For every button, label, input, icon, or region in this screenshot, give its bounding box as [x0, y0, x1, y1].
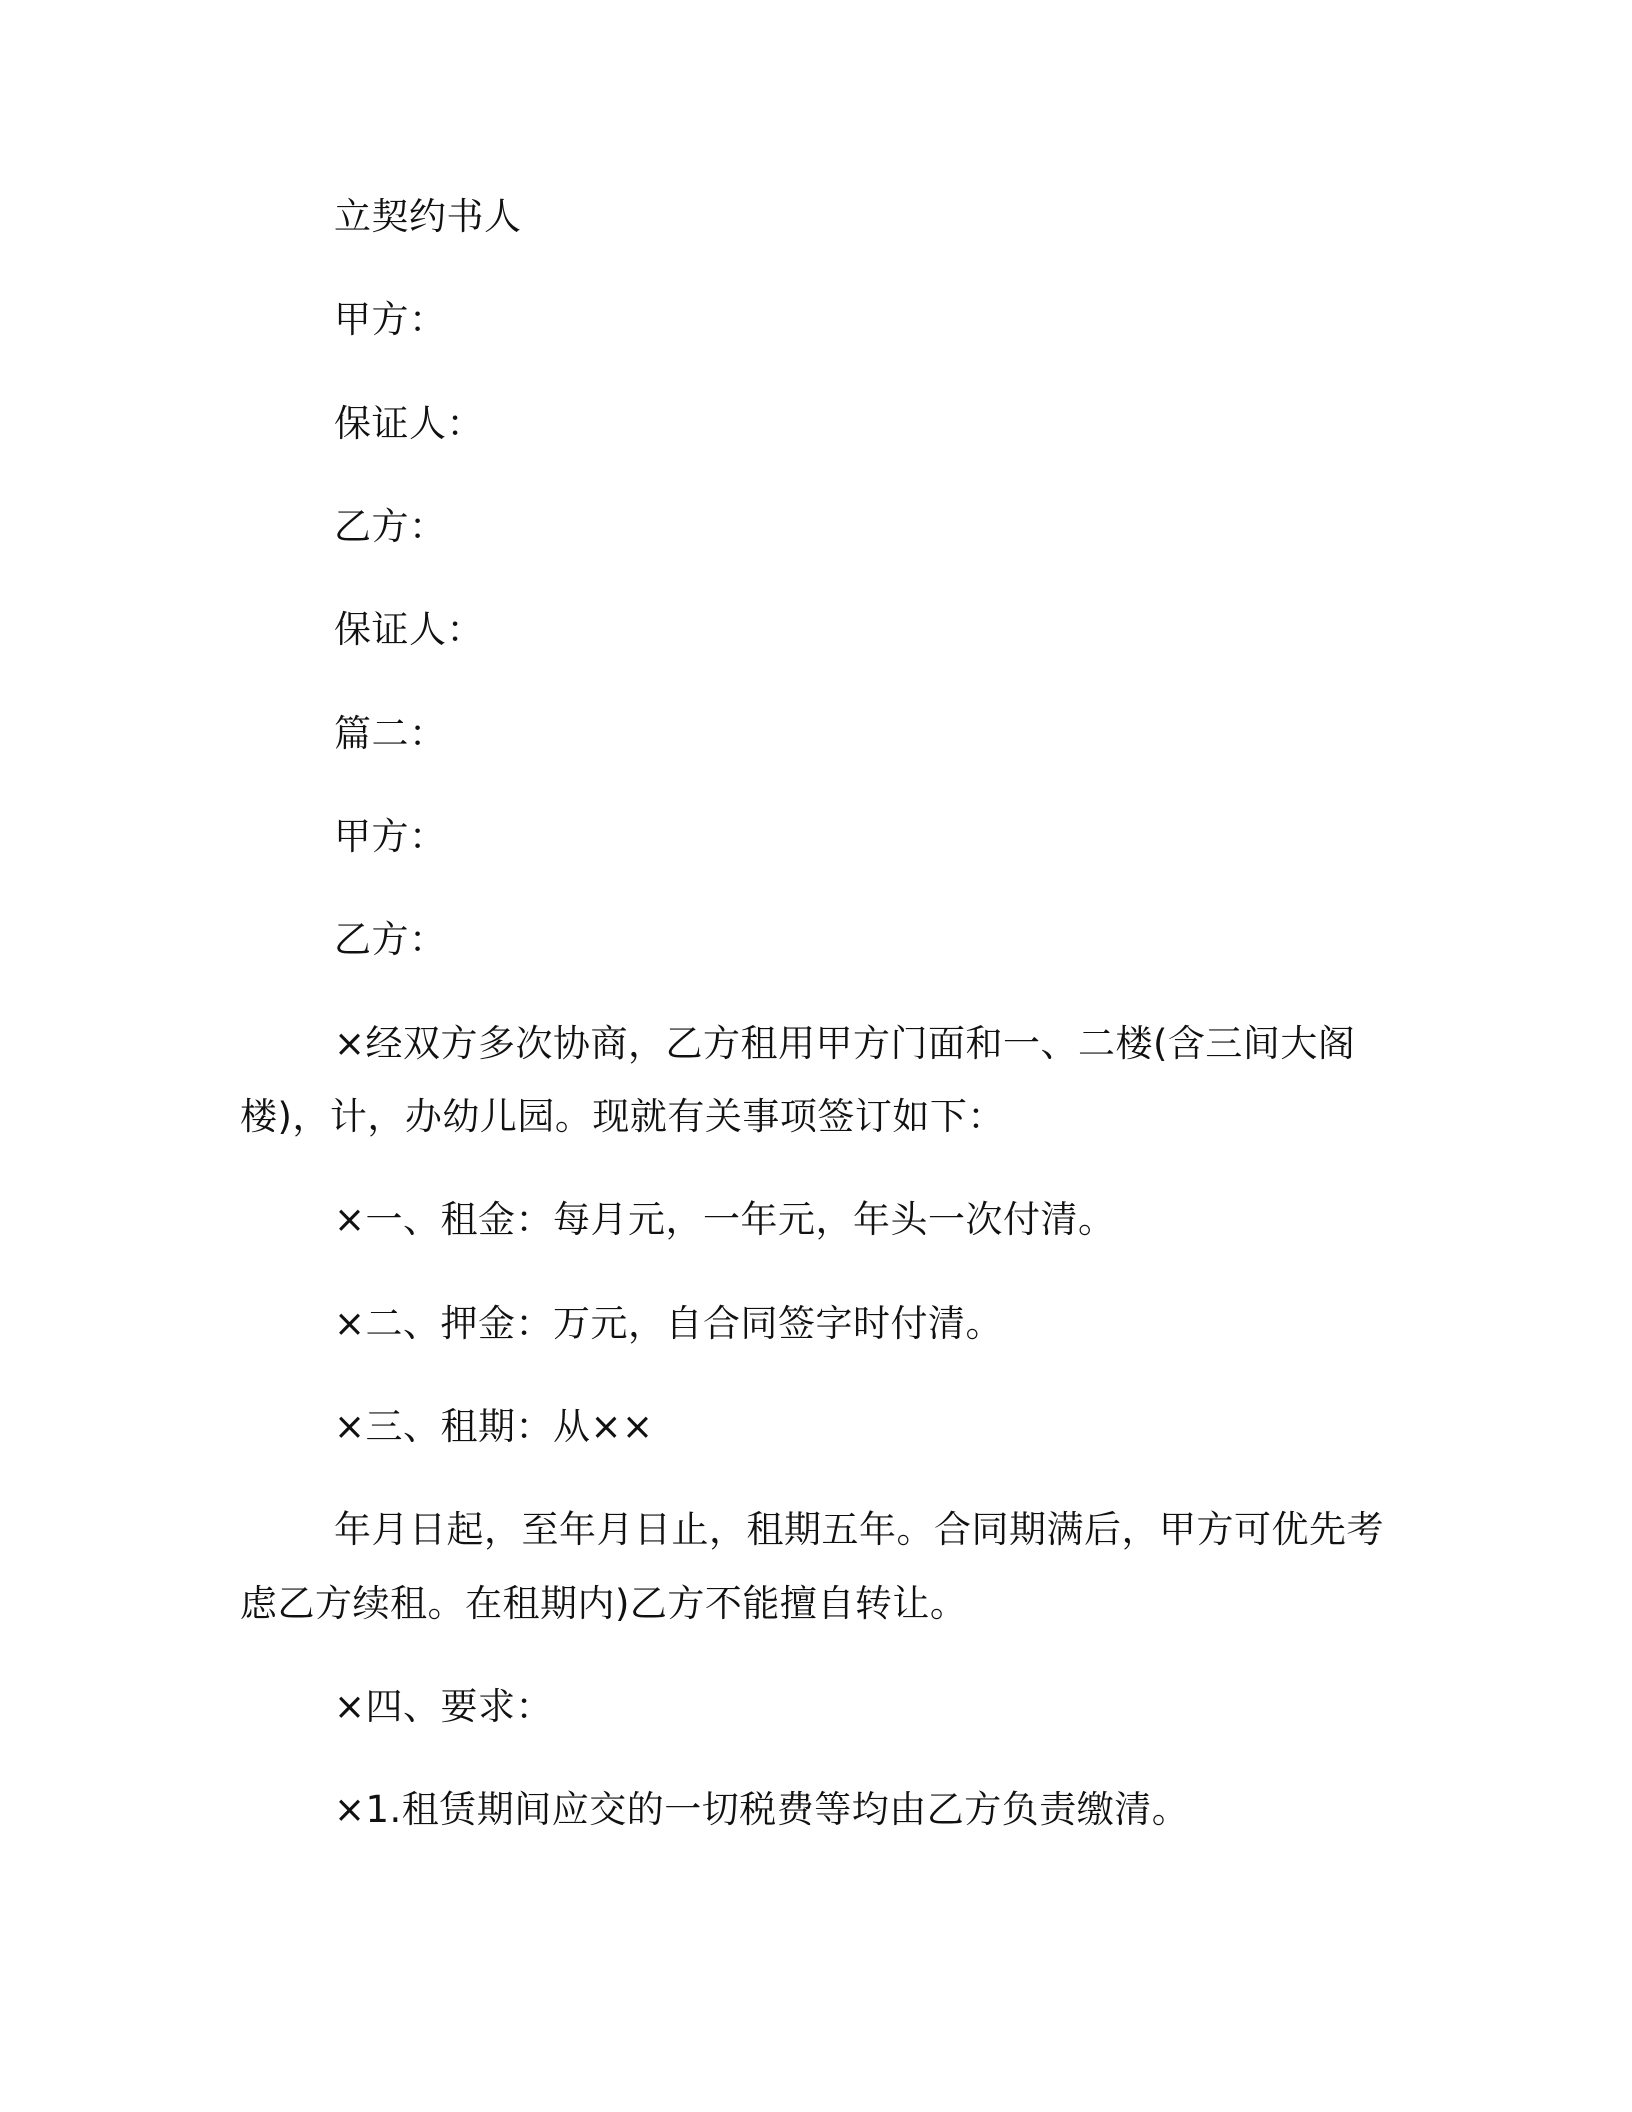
guarantor-a-label: 保证人： [334, 402, 484, 445]
party-a-label-2: 甲方： [334, 815, 447, 858]
signatories-heading: 立契约书人 [334, 195, 522, 238]
section-two-heading: 篇二： [334, 712, 447, 755]
clause-rent: ×一、租金：每月元，一年元，年头一次付清。 [334, 1198, 1116, 1241]
clause-term: ×三、租期：从×× [334, 1405, 654, 1448]
preamble-line-2: 楼)，计，办幼儿园。现就有关事项签订如下： [240, 1095, 1005, 1138]
requirement-item-1: ×1.租赁期间应交的一切税费等均由乙方负责缴清。 [334, 1788, 1190, 1831]
term-detail-line-1: 年月日起，至年月日止，租期五年。合同期满后，甲方可优先考 [334, 1508, 1384, 1551]
term-detail-line-2: 虑乙方续租。在租期内)乙方不能擅自转让。 [240, 1582, 968, 1625]
party-b-label-2: 乙方： [334, 918, 447, 961]
clause-requirements: ×四、要求： [334, 1685, 554, 1728]
clause-deposit: ×二、押金：万元，自合同签字时付清。 [334, 1302, 1004, 1345]
party-a-label: 甲方： [334, 298, 447, 341]
guarantor-b-label: 保证人： [334, 608, 484, 651]
party-b-label: 乙方： [334, 505, 447, 548]
preamble-line-1: ×经双方多次协商，乙方租用甲方门面和一、二楼(含三间大阁 [334, 1022, 1356, 1065]
